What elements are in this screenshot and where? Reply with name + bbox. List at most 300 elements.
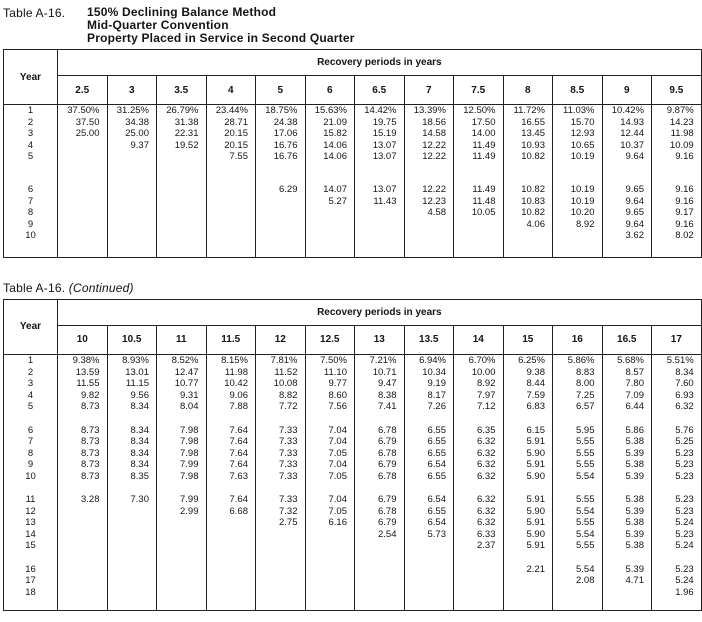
spacer-cell — [404, 482, 454, 494]
value-cell — [206, 540, 256, 552]
spacer-cell — [503, 598, 553, 610]
value-cell: 15.63% — [305, 105, 355, 117]
year-cell: 15 — [4, 540, 58, 552]
value-cell: 5.91 — [503, 436, 553, 448]
value-cell — [107, 564, 157, 576]
value-cell: 25.00 — [107, 128, 157, 140]
column-header: 13 — [355, 325, 405, 354]
spacer-cell — [256, 163, 306, 184]
table1-title-line-2: Mid-Quarter Convention — [87, 18, 229, 32]
value-cell: 6.32 — [454, 517, 504, 529]
value-cell: 6.54 — [404, 494, 454, 506]
value-cell: 7.50% — [305, 354, 355, 366]
value-cell: 14.93 — [602, 117, 652, 129]
value-cell: 5.23 — [652, 448, 702, 460]
value-cell: 10.05 — [454, 207, 504, 219]
value-cell: 5.54 — [553, 564, 603, 576]
value-cell: 9.56 — [107, 390, 157, 402]
year-cell: 13 — [4, 517, 58, 529]
year-cell: 11 — [4, 494, 58, 506]
value-cell — [58, 529, 108, 541]
year-cell: 2 — [4, 117, 58, 129]
value-cell: 34.38 — [107, 117, 157, 129]
value-cell — [404, 219, 454, 231]
value-cell: 20.15 — [206, 128, 256, 140]
column-header: 16.5 — [602, 325, 652, 354]
value-cell: 5.24 — [652, 517, 702, 529]
value-cell: 6.79 — [355, 517, 405, 529]
value-cell — [454, 587, 504, 599]
year-cell: 6 — [4, 184, 58, 196]
year-cell: 9 — [4, 459, 58, 471]
value-cell: 31.25% — [107, 105, 157, 117]
value-cell: 11.43 — [355, 196, 405, 208]
value-cell — [107, 529, 157, 541]
year-cell: 1 — [4, 105, 58, 117]
value-cell: 8.38 — [355, 390, 405, 402]
value-cell — [58, 151, 108, 163]
value-cell: 5.55 — [553, 459, 603, 471]
value-cell — [404, 564, 454, 576]
value-cell: 9.64 — [602, 219, 652, 231]
value-cell: 5.24 — [652, 575, 702, 587]
value-cell — [305, 587, 355, 599]
value-cell — [355, 540, 405, 552]
value-cell — [58, 540, 108, 552]
value-cell: 7.98 — [157, 448, 207, 460]
value-cell — [157, 529, 207, 541]
spacer-cell — [454, 552, 504, 564]
spacer-cell — [58, 242, 108, 258]
value-cell: 11.49 — [454, 184, 504, 196]
value-cell: 6.32 — [454, 506, 504, 518]
value-cell — [305, 575, 355, 587]
value-cell — [256, 564, 306, 576]
value-cell: 9.65 — [602, 207, 652, 219]
value-cell: 18.75% — [256, 105, 306, 117]
value-cell — [58, 207, 108, 219]
value-cell: 16.55 — [503, 117, 553, 129]
value-cell — [404, 575, 454, 587]
value-cell — [157, 564, 207, 576]
spacer-cell — [454, 482, 504, 494]
spacer-cell — [206, 413, 256, 425]
value-cell: 8.93% — [107, 354, 157, 366]
value-cell: 5.55 — [553, 517, 603, 529]
value-cell — [454, 219, 504, 231]
value-cell — [355, 587, 405, 599]
value-cell: 15.19 — [355, 128, 405, 140]
value-cell: 6.32 — [454, 459, 504, 471]
value-cell: 5.39 — [602, 529, 652, 541]
table1-title-block — [3, 6, 700, 45]
value-cell: 12.22 — [404, 140, 454, 152]
column-header: 11.5 — [206, 325, 256, 354]
value-cell — [58, 506, 108, 518]
value-cell: 13.39% — [404, 105, 454, 117]
value-cell: 7.09 — [602, 390, 652, 402]
spacer-cell — [157, 552, 207, 564]
value-cell: 8.60 — [305, 390, 355, 402]
spacer-cell — [454, 242, 504, 258]
value-cell — [355, 219, 405, 231]
column-header: 5 — [256, 76, 306, 105]
value-cell: 7.33 — [256, 425, 306, 437]
value-cell — [157, 219, 207, 231]
value-cell: 10.82 — [503, 207, 553, 219]
table-row — [4, 219, 702, 231]
value-cell: 37.50 — [58, 117, 108, 129]
value-cell: 6.32 — [652, 401, 702, 413]
value-cell: 7.04 — [305, 425, 355, 437]
value-cell: 12.23 — [404, 196, 454, 208]
value-cell: 7.25 — [553, 390, 603, 402]
spacer-cell — [4, 413, 58, 425]
year-cell: 14 — [4, 529, 58, 541]
spacer-cell — [305, 552, 355, 564]
value-cell: 7.04 — [305, 459, 355, 471]
spacer-cell — [4, 242, 58, 258]
value-cell: 9.64 — [602, 151, 652, 163]
value-cell — [256, 587, 306, 599]
year-cell: 5 — [4, 151, 58, 163]
year-cell: 7 — [4, 196, 58, 208]
value-cell — [58, 564, 108, 576]
value-cell: 10.19 — [553, 184, 603, 196]
spacer-cell — [157, 242, 207, 258]
value-cell — [206, 564, 256, 576]
value-cell: 7.59 — [503, 390, 553, 402]
value-cell: 10.19 — [553, 151, 603, 163]
value-cell: 6.54 — [404, 459, 454, 471]
value-cell — [206, 207, 256, 219]
value-cell: 5.90 — [503, 471, 553, 483]
header-row-columns — [4, 325, 702, 354]
value-cell: 6.16 — [305, 517, 355, 529]
value-cell — [305, 207, 355, 219]
value-cell: 5.23 — [652, 506, 702, 518]
value-cell: 10.19 — [553, 196, 603, 208]
value-cell — [305, 219, 355, 231]
spacer-cell — [404, 242, 454, 258]
spacer-cell — [256, 413, 306, 425]
value-cell: 6.93 — [652, 390, 702, 402]
value-cell: 5.54 — [553, 471, 603, 483]
value-cell: 9.06 — [206, 390, 256, 402]
recovery-periods-header: Recovery periods in years — [58, 299, 702, 325]
spacer-cell — [454, 598, 504, 610]
spacer-cell — [107, 482, 157, 494]
value-cell: 8.73 — [58, 436, 108, 448]
spacer-cell — [107, 413, 157, 425]
value-cell: 7.97 — [454, 390, 504, 402]
year-cell: 4 — [4, 140, 58, 152]
value-cell: 12.22 — [404, 184, 454, 196]
spacer-cell — [652, 242, 702, 258]
value-cell: 12.22 — [404, 151, 454, 163]
value-cell — [256, 540, 306, 552]
spacer-cell — [652, 482, 702, 494]
value-cell — [107, 196, 157, 208]
value-cell — [206, 575, 256, 587]
table1-title-line-1: 150% Declining Balance Method — [87, 5, 277, 19]
value-cell: 5.91 — [503, 540, 553, 552]
value-cell: 11.98 — [206, 367, 256, 379]
spacer-cell — [256, 482, 306, 494]
spacer-cell — [107, 242, 157, 258]
table-row — [4, 105, 702, 117]
value-cell: 7.64 — [206, 459, 256, 471]
value-cell — [107, 517, 157, 529]
value-cell: 31.38 — [157, 117, 207, 129]
table-row — [4, 471, 702, 483]
value-cell: 6.29 — [256, 184, 306, 196]
value-cell: 6.94% — [404, 354, 454, 366]
value-cell: 5.39 — [602, 471, 652, 483]
year-cell: 18 — [4, 587, 58, 599]
value-cell: 20.15 — [206, 140, 256, 152]
value-cell — [206, 587, 256, 599]
value-cell — [107, 151, 157, 163]
value-cell: 3.28 — [58, 494, 108, 506]
value-cell: 1.96 — [652, 587, 702, 599]
value-cell: 5.95 — [553, 425, 603, 437]
value-cell: 6.32 — [454, 448, 504, 460]
column-header: 10.5 — [107, 325, 157, 354]
table-row — [4, 459, 702, 471]
spacer-cell — [305, 482, 355, 494]
spacer-cell — [553, 552, 603, 564]
spacer-cell — [157, 413, 207, 425]
year-cell: 2 — [4, 367, 58, 379]
spacer-cell — [652, 598, 702, 610]
value-cell: 21.09 — [305, 117, 355, 129]
value-cell: 9.47 — [355, 378, 405, 390]
value-cell: 5.39 — [602, 506, 652, 518]
value-cell: 6.79 — [355, 436, 405, 448]
spacer-cell — [503, 482, 553, 494]
value-cell: 5.51% — [652, 354, 702, 366]
value-cell: 14.06 — [305, 151, 355, 163]
bottom-pad-row — [4, 598, 702, 610]
value-cell: 23.44% — [206, 105, 256, 117]
value-cell: 5.38 — [602, 459, 652, 471]
value-cell: 7.64 — [206, 448, 256, 460]
value-cell: 5.55 — [553, 494, 603, 506]
value-cell: 5.68% — [602, 354, 652, 366]
value-cell: 6.78 — [355, 471, 405, 483]
value-cell: 7.55 — [206, 151, 256, 163]
value-cell — [157, 196, 207, 208]
value-cell: 7.05 — [305, 471, 355, 483]
table-row — [4, 506, 702, 518]
value-cell: 8.02 — [652, 230, 702, 242]
spacer-cell — [652, 552, 702, 564]
value-cell — [58, 587, 108, 599]
value-cell — [157, 587, 207, 599]
spacer-cell — [652, 163, 702, 184]
spacer-cell — [355, 413, 405, 425]
value-cell: 7.21% — [355, 354, 405, 366]
spacer-cell — [58, 482, 108, 494]
value-cell: 4.71 — [602, 575, 652, 587]
spacer-cell — [602, 413, 652, 425]
table-row — [4, 575, 702, 587]
value-cell: 8.35 — [107, 471, 157, 483]
value-cell: 10.65 — [553, 140, 603, 152]
value-cell: 6.55 — [404, 506, 454, 518]
value-cell: 6.55 — [404, 471, 454, 483]
value-cell: 11.49 — [454, 140, 504, 152]
value-cell — [58, 196, 108, 208]
value-cell — [157, 151, 207, 163]
spacer-cell — [553, 482, 603, 494]
value-cell: 5.39 — [602, 448, 652, 460]
year-cell: 4 — [4, 390, 58, 402]
spacer-cell — [355, 163, 405, 184]
value-cell — [256, 196, 306, 208]
table-row — [4, 230, 702, 242]
value-cell: 8.34 — [107, 459, 157, 471]
value-cell: 7.05 — [305, 448, 355, 460]
value-cell: 9.16 — [652, 151, 702, 163]
spacer-cell — [107, 552, 157, 564]
value-cell: 6.25% — [503, 354, 553, 366]
year-cell: 8 — [4, 207, 58, 219]
value-cell: 7.56 — [305, 401, 355, 413]
table2-label: Table A-16. — [3, 280, 66, 295]
value-cell — [58, 575, 108, 587]
value-cell: 15.82 — [305, 128, 355, 140]
spacer-cell — [305, 163, 355, 184]
spacer-cell — [355, 552, 405, 564]
value-cell: 5.55 — [553, 540, 603, 552]
value-cell: 28.71 — [206, 117, 256, 129]
table-row — [4, 207, 702, 219]
value-cell: 5.55 — [553, 436, 603, 448]
value-cell: 5.23 — [652, 459, 702, 471]
value-cell: 6.35 — [454, 425, 504, 437]
value-cell: 7.98 — [157, 436, 207, 448]
value-cell: 6.55 — [404, 448, 454, 460]
value-cell: 7.72 — [256, 401, 306, 413]
spacer-cell — [503, 552, 553, 564]
recovery-periods-header: Recovery periods in years — [58, 50, 702, 76]
column-header: 8.5 — [553, 76, 603, 105]
column-header: 11 — [157, 325, 207, 354]
spacer-cell — [4, 552, 58, 564]
table-row — [4, 425, 702, 437]
spacer-cell — [553, 413, 603, 425]
value-cell: 8.17 — [404, 390, 454, 402]
value-cell — [503, 230, 553, 242]
value-cell: 13.59 — [58, 367, 108, 379]
value-cell — [355, 207, 405, 219]
value-cell: 14.42% — [355, 105, 405, 117]
value-cell: 5.23 — [652, 564, 702, 576]
table-row — [4, 517, 702, 529]
spacer-cell — [454, 413, 504, 425]
year-cell: 7 — [4, 436, 58, 448]
value-cell: 6.32 — [454, 471, 504, 483]
value-cell: 11.49 — [454, 151, 504, 163]
column-header: 17 — [652, 325, 702, 354]
value-cell: 7.05 — [305, 506, 355, 518]
spacer-cell — [4, 163, 58, 184]
column-header: 9.5 — [652, 76, 702, 105]
value-cell: 8.83 — [553, 367, 603, 379]
value-cell: 8.73 — [58, 471, 108, 483]
column-header: 16 — [553, 325, 603, 354]
value-cell: 25.00 — [58, 128, 108, 140]
spacer-cell — [305, 413, 355, 425]
value-cell: 13.45 — [503, 128, 553, 140]
value-cell — [305, 529, 355, 541]
value-cell: 16.76 — [256, 151, 306, 163]
value-cell — [256, 575, 306, 587]
value-cell: 5.76 — [652, 425, 702, 437]
table-row — [4, 390, 702, 402]
value-cell: 5.39 — [602, 564, 652, 576]
spacer-cell — [256, 552, 306, 564]
value-cell: 14.00 — [454, 128, 504, 140]
value-cell: 19.75 — [355, 117, 405, 129]
value-cell: 7.32 — [256, 506, 306, 518]
value-cell: 11.03% — [553, 105, 603, 117]
year-cell: 6 — [4, 425, 58, 437]
table-row — [4, 401, 702, 413]
value-cell: 11.55 — [58, 378, 108, 390]
value-cell: 9.16 — [652, 184, 702, 196]
value-cell — [157, 575, 207, 587]
year-cell: 10 — [4, 230, 58, 242]
value-cell: 10.08 — [256, 378, 306, 390]
value-cell — [58, 140, 108, 152]
value-cell — [58, 517, 108, 529]
value-cell — [157, 207, 207, 219]
spacer-cell — [58, 552, 108, 564]
value-cell: 14.07 — [305, 184, 355, 196]
value-cell: 8.92 — [553, 219, 603, 231]
value-cell: 7.64 — [206, 425, 256, 437]
table1-title-line-3: Property Placed in Service in Second Quarter — [87, 31, 355, 45]
table1-label: Table A-16. — [3, 6, 66, 20]
value-cell — [454, 564, 504, 576]
value-cell: 8.73 — [58, 459, 108, 471]
column-header: 7.5 — [454, 76, 504, 105]
spacer-cell — [503, 163, 553, 184]
value-cell: 5.38 — [602, 494, 652, 506]
value-cell: 8.34 — [652, 367, 702, 379]
spacer-row — [4, 413, 702, 425]
value-cell: 13.07 — [355, 151, 405, 163]
value-cell: 5.90 — [503, 529, 553, 541]
value-cell — [206, 517, 256, 529]
column-header: 4 — [206, 76, 256, 105]
value-cell: 7.33 — [256, 448, 306, 460]
spacer-cell — [355, 598, 405, 610]
value-cell: 12.50% — [454, 105, 504, 117]
spacer-cell — [503, 413, 553, 425]
value-cell: 10.82 — [503, 184, 553, 196]
spacer-cell — [553, 598, 603, 610]
value-cell: 7.12 — [454, 401, 504, 413]
value-cell: 6.55 — [404, 425, 454, 437]
value-cell — [503, 575, 553, 587]
value-cell: 24.38 — [256, 117, 306, 129]
value-cell: 9.17 — [652, 207, 702, 219]
value-cell: 14.06 — [305, 140, 355, 152]
